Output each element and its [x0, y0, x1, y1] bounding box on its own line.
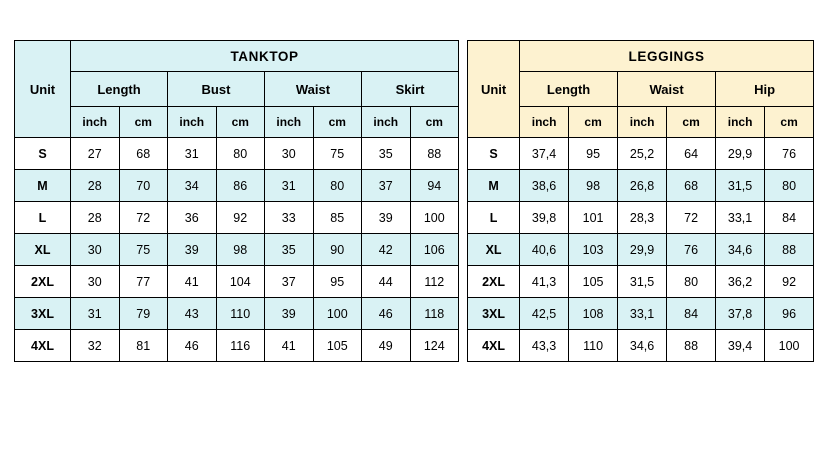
leggings-table-header	[468, 41, 814, 138]
tanktop-cell: 75	[313, 138, 362, 170]
tanktop-table-header	[15, 41, 459, 138]
tanktop-size-label: M	[15, 170, 71, 202]
table-row	[468, 330, 814, 362]
table-row	[468, 170, 814, 202]
leggings-cell: 33,1	[716, 202, 765, 234]
tanktop-subheader-length-cm: cm	[119, 107, 168, 138]
tanktop-subheader-bust-cm: cm	[216, 107, 265, 138]
leggings-subheader-hip-cm: cm	[765, 107, 814, 138]
table-row	[15, 266, 459, 298]
leggings-cell: 33,1	[618, 298, 667, 330]
leggings-cell: 98	[569, 170, 618, 202]
tanktop-cell: 39	[265, 298, 314, 330]
tanktop-unit-header: Unit	[15, 41, 71, 138]
tanktop-cell: 116	[216, 330, 265, 362]
tanktop-size-label: S	[15, 138, 71, 170]
tanktop-cell: 98	[216, 234, 265, 266]
leggings-cell: 29,9	[618, 234, 667, 266]
tanktop-cell: 39	[168, 234, 217, 266]
tanktop-cell: 42	[362, 234, 411, 266]
leggings-cell: 34,6	[618, 330, 667, 362]
leggings-size-label: L	[468, 202, 520, 234]
leggings-cell: 92	[765, 266, 814, 298]
leggings-title-row	[468, 41, 814, 72]
leggings-cell: 37,4	[520, 138, 569, 170]
leggings-cell: 101	[569, 202, 618, 234]
tanktop-cell: 37	[362, 170, 411, 202]
tanktop-size-label: XL	[15, 234, 71, 266]
table-row	[468, 202, 814, 234]
tanktop-cell: 28	[71, 202, 120, 234]
tanktop-cell: 100	[313, 298, 362, 330]
table-row	[468, 138, 814, 170]
leggings-size-label: XL	[468, 234, 520, 266]
leggings-cell: 88	[667, 330, 716, 362]
leggings-cell: 26,8	[618, 170, 667, 202]
leggings-cell: 28,3	[618, 202, 667, 234]
tanktop-table-body	[15, 138, 459, 362]
leggings-cell: 108	[569, 298, 618, 330]
table-row	[15, 330, 459, 362]
tanktop-subheader-length-inch: inch	[71, 107, 120, 138]
leggings-unit-header: Unit	[468, 41, 520, 138]
tanktop-subheader-skirt-inch: inch	[362, 107, 411, 138]
tanktop-cell: 37	[265, 266, 314, 298]
tanktop-cell: 32	[71, 330, 120, 362]
leggings-cell: 31,5	[716, 170, 765, 202]
leggings-cell: 40,6	[520, 234, 569, 266]
leggings-cell: 100	[765, 330, 814, 362]
tanktop-title: TANKTOP	[71, 41, 459, 72]
tanktop-cell: 104	[216, 266, 265, 298]
tanktop-cell: 31	[265, 170, 314, 202]
leggings-cell: 31,5	[618, 266, 667, 298]
leggings-title: LEGGINGS	[520, 41, 814, 72]
tanktop-cell: 28	[71, 170, 120, 202]
table-row	[15, 138, 459, 170]
leggings-group-row	[468, 72, 814, 107]
leggings-size-label: M	[468, 170, 520, 202]
leggings-cell: 105	[569, 266, 618, 298]
table-row	[468, 266, 814, 298]
tanktop-cell: 81	[119, 330, 168, 362]
tanktop-size-table	[14, 40, 459, 362]
table-row	[15, 202, 459, 234]
tanktop-cell: 79	[119, 298, 168, 330]
leggings-cell: 80	[667, 266, 716, 298]
tanktop-cell: 118	[410, 298, 459, 330]
tanktop-group-waist: Waist	[265, 72, 362, 107]
leggings-size-label: 2XL	[468, 266, 520, 298]
leggings-cell: 84	[765, 202, 814, 234]
tanktop-cell: 106	[410, 234, 459, 266]
tanktop-cell: 31	[71, 298, 120, 330]
leggings-cell: 68	[667, 170, 716, 202]
leggings-cell: 39,4	[716, 330, 765, 362]
tanktop-cell: 94	[410, 170, 459, 202]
tanktop-cell: 27	[71, 138, 120, 170]
leggings-cell: 76	[765, 138, 814, 170]
tanktop-cell: 92	[216, 202, 265, 234]
tanktop-cell: 95	[313, 266, 362, 298]
tanktop-cell: 39	[362, 202, 411, 234]
tanktop-cell: 44	[362, 266, 411, 298]
table-row	[15, 234, 459, 266]
leggings-cell: 38,6	[520, 170, 569, 202]
tanktop-cell: 31	[168, 138, 217, 170]
leggings-subheader-length-inch: inch	[520, 107, 569, 138]
tanktop-cell: 30	[265, 138, 314, 170]
tanktop-cell: 33	[265, 202, 314, 234]
tanktop-subheader-row	[15, 107, 459, 138]
tanktop-cell: 46	[362, 298, 411, 330]
leggings-cell: 39,8	[520, 202, 569, 234]
leggings-group-hip: Hip	[716, 72, 814, 107]
leggings-cell: 84	[667, 298, 716, 330]
tanktop-cell: 43	[168, 298, 217, 330]
tanktop-cell: 100	[410, 202, 459, 234]
tanktop-cell: 105	[313, 330, 362, 362]
tanktop-cell: 41	[168, 266, 217, 298]
tanktop-cell: 46	[168, 330, 217, 362]
tanktop-title-row	[15, 41, 459, 72]
leggings-table-body	[468, 138, 814, 362]
tanktop-group-bust: Bust	[168, 72, 265, 107]
leggings-subheader-waist-inch: inch	[618, 107, 667, 138]
leggings-cell: 96	[765, 298, 814, 330]
leggings-cell: 43,3	[520, 330, 569, 362]
tanktop-cell: 85	[313, 202, 362, 234]
tanktop-size-label: 2XL	[15, 266, 71, 298]
tanktop-subheader-skirt-cm: cm	[410, 107, 459, 138]
tanktop-cell: 68	[119, 138, 168, 170]
tanktop-group-length: Length	[71, 72, 168, 107]
tanktop-cell: 90	[313, 234, 362, 266]
tanktop-cell: 72	[119, 202, 168, 234]
table-row	[15, 298, 459, 330]
tanktop-cell: 77	[119, 266, 168, 298]
leggings-cell: 88	[765, 234, 814, 266]
table-row	[15, 170, 459, 202]
leggings-cell: 110	[569, 330, 618, 362]
leggings-cell: 34,6	[716, 234, 765, 266]
tanktop-subheader-bust-inch: inch	[168, 107, 217, 138]
tanktop-group-row	[15, 72, 459, 107]
tanktop-cell: 70	[119, 170, 168, 202]
tanktop-cell: 35	[265, 234, 314, 266]
leggings-cell: 42,5	[520, 298, 569, 330]
tanktop-cell: 41	[265, 330, 314, 362]
tanktop-cell: 86	[216, 170, 265, 202]
leggings-cell: 25,2	[618, 138, 667, 170]
tanktop-cell: 36	[168, 202, 217, 234]
leggings-cell: 72	[667, 202, 716, 234]
leggings-size-label: 3XL	[468, 298, 520, 330]
leggings-subheader-length-cm: cm	[569, 107, 618, 138]
leggings-subheader-hip-inch: inch	[716, 107, 765, 138]
leggings-size-label: 4XL	[468, 330, 520, 362]
table-row	[468, 234, 814, 266]
tanktop-cell: 34	[168, 170, 217, 202]
leggings-cell: 41,3	[520, 266, 569, 298]
tanktop-subheader-waist-cm: cm	[313, 107, 362, 138]
leggings-subheader-row	[468, 107, 814, 138]
leggings-cell: 76	[667, 234, 716, 266]
tanktop-cell: 80	[313, 170, 362, 202]
leggings-cell: 103	[569, 234, 618, 266]
tanktop-cell: 124	[410, 330, 459, 362]
tanktop-group-skirt: Skirt	[362, 72, 459, 107]
tanktop-size-label: 3XL	[15, 298, 71, 330]
leggings-cell: 95	[569, 138, 618, 170]
leggings-group-length: Length	[520, 72, 618, 107]
tanktop-cell: 88	[410, 138, 459, 170]
leggings-cell: 29,9	[716, 138, 765, 170]
tanktop-cell: 30	[71, 266, 120, 298]
tanktop-cell: 35	[362, 138, 411, 170]
tanktop-size-label: 4XL	[15, 330, 71, 362]
tanktop-cell: 49	[362, 330, 411, 362]
leggings-size-table	[467, 40, 814, 362]
tanktop-size-label: L	[15, 202, 71, 234]
tanktop-cell: 80	[216, 138, 265, 170]
leggings-group-waist: Waist	[618, 72, 716, 107]
table-row	[468, 298, 814, 330]
leggings-cell: 64	[667, 138, 716, 170]
leggings-subheader-waist-cm: cm	[667, 107, 716, 138]
leggings-size-label: S	[468, 138, 520, 170]
tanktop-cell: 75	[119, 234, 168, 266]
leggings-cell: 80	[765, 170, 814, 202]
tanktop-subheader-waist-inch: inch	[265, 107, 314, 138]
leggings-cell: 37,8	[716, 298, 765, 330]
leggings-cell: 36,2	[716, 266, 765, 298]
tanktop-cell: 110	[216, 298, 265, 330]
tanktop-cell: 30	[71, 234, 120, 266]
tanktop-cell: 112	[410, 266, 459, 298]
